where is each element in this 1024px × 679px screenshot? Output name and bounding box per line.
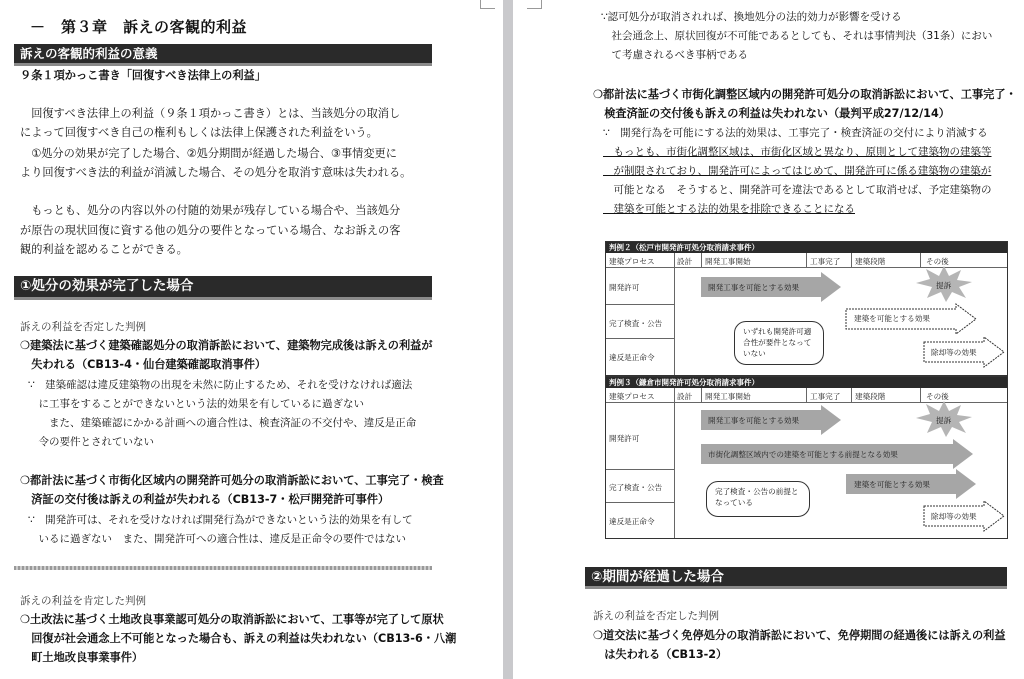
case2-title-line: ❍都計法に基づく市街化区域内の開発許可処分の取消訴訟において、工事完了・検査 [20, 474, 444, 487]
chapter-title: － 第３章 訴えの客観的利益 [30, 18, 248, 36]
diagram-case2 [605, 241, 1008, 376]
grid-line [920, 253, 921, 267]
grid-line [674, 253, 675, 375]
case1-title-line: ❍建築法に基づく建築確認処分の取消訴訟において、建築物完成後は訴えの利益が [20, 339, 433, 352]
diagram-title: 判例３（鎌倉市開発許可処分取消請求事件） [606, 377, 1007, 388]
grid-line [920, 388, 921, 402]
denied-cases-label: 訴えの利益を否定した判例 [593, 610, 719, 622]
diagram-title: 判例２（松戸市開発許可処分取消請求事件） [606, 242, 1007, 253]
header-cell: 開発工事開始 [705, 257, 751, 266]
section-heading-effect-completed: ①処分の効果が完了した場合 [14, 276, 432, 300]
arrow-label: 開発工事を可能とする効果 [708, 416, 800, 425]
arrow-label: 建築を可能とする効果 [854, 314, 930, 323]
grid-line [806, 388, 807, 402]
page-corner-mark [527, 0, 542, 9]
case2-body-line: ∵ 開発許可は、それを受けなければ開発行為ができないという法的効果を有して [28, 514, 413, 526]
note-bubble: いずれも開発許可適合性が要件となっていない [734, 321, 824, 365]
para1-line: によって回復すべき自己の権利もしくは法律上保護された利益をいう。 [20, 126, 378, 139]
top-line: ∵認可処分が取消されれば、換地処分の法的効力が影響を受ける [601, 11, 902, 23]
case4-body-line: ∵ 開発行為を可能にする法的効果は、工事完了・検査済証の交付により消滅する [603, 127, 988, 139]
case4-body-line: 可能となる そうすると、開発許可を違法であるとして取消せば、予定建築物の [603, 184, 992, 196]
header-cell: 建築段階 [855, 392, 886, 401]
case2-title-line: 済証の交付後は訴えの利益が失われる（CB13-7・松戸開発許可事件） [20, 493, 390, 506]
case4-title-line: ❍都計法に基づく市街化調整区域内の開発許可処分の取消訴訟において、工事完了・ [593, 88, 1017, 101]
row-label: 違反是正命令 [609, 353, 655, 362]
affirmed-cases-label: 訴えの利益を肯定した判例 [20, 595, 146, 607]
header-cell: その後 [926, 257, 949, 266]
para1-line: より回復すべき法的利益が消滅した場合、その処分を取消す意味は失われる。 [20, 166, 412, 179]
case5-title-line: は失われる（CB13-2） [593, 648, 728, 661]
case3-title-line: ❍土改法に基づく土地改良事業認可処分の取消訴訟において、工事等が完了して原状 [20, 613, 444, 626]
arrow-label: 除却等の効果 [931, 512, 977, 521]
grid-line [606, 338, 674, 339]
arrow-label: 市街化調整区域内での建築を可能とする前提となる効果 [708, 450, 898, 459]
grid-line [851, 388, 852, 402]
document-page-left [0, 0, 503, 679]
header-cell: その後 [926, 392, 949, 401]
row-label: 完了検査・公告 [609, 483, 663, 492]
burst-label: 提訴 [936, 281, 952, 290]
case3-title-line: 回復が社会通念上不可能となった場合も、訴えの利益は失われない（CB13-6・八潮 [20, 632, 457, 645]
para1-line: ①処分の効果が完了した場合、②処分期間が経過した場合、③事情変更に [20, 147, 397, 160]
para2-line: が原告の現状回復に資する他の処分の要件となっている場合、なお訴えの客 [20, 224, 401, 237]
header-cell: 設計 [677, 257, 693, 266]
row-label: 違反是正命令 [609, 517, 655, 526]
section-heading-meaning: 訴えの客観的利益の意義 [14, 44, 432, 66]
grid-line [701, 388, 702, 402]
denied-cases-label: 訴えの利益を否定した判例 [20, 321, 146, 333]
top-line: て考慮されるべき事柄である [601, 49, 748, 61]
header-cell: 開発工事開始 [705, 392, 751, 401]
row-label: 開発許可 [609, 283, 640, 292]
arrow-label: 建築を可能とする効果 [854, 480, 930, 489]
page-gap [503, 0, 513, 679]
section-heading-period-elapsed: ②期間が経過した場合 [585, 567, 1007, 589]
header-cell: 工事完了 [810, 257, 841, 266]
grid-line [606, 502, 674, 503]
header-cell: 工事完了 [810, 392, 841, 401]
para2-line: もっとも、処分の内容以外の付随的効果が残存している場合や、当該処分 [20, 204, 401, 217]
case4-body-line: もっとも、市街化調整区域は、市街化区域と異なり、原則として建築物の建築等 [603, 146, 992, 158]
case4-body-line: が制限されており、開発許可によってはじめて、開発許可に係る建築物の建築が [603, 165, 992, 177]
grid-line [674, 388, 675, 538]
diagram-case3 [605, 376, 1008, 539]
case1-body-line: に工事をすることができないという法的効果を有しているに過ぎない [28, 398, 364, 410]
case4-body-line: 建築を可能とする法的効果を排除できることになる [603, 203, 855, 215]
grid-line [701, 253, 702, 267]
case1-title-line: 失われる（CB13-4・仙台建築確認取消事件） [20, 358, 267, 371]
para2-line: 観的利益を認めることができる。 [20, 243, 188, 256]
header-cell: 建築プロセス [609, 257, 655, 266]
row-label: 開発許可 [609, 434, 640, 443]
case5-title-line: ❍道交法に基づく免停処分の取消訴訟において、免停期間の経過後には訴えの利益 [593, 629, 1006, 642]
grid-line [851, 253, 852, 267]
arrow-label: 開発工事を可能とする効果 [708, 283, 800, 292]
grid-line [806, 253, 807, 267]
subheading: ９条１項かっこ書き「回復すべき法律上の利益」 [20, 69, 266, 82]
case1-body-line: 令の要件とされていない [28, 436, 154, 448]
row-label: 完了検査・公告 [609, 319, 663, 328]
grid-line [606, 304, 674, 305]
header-cell: 建築段階 [855, 257, 886, 266]
page-corner-mark [480, 0, 495, 9]
case3-title-line: 町土地改良事業事件） [20, 651, 144, 664]
burst-label: 提訴 [936, 416, 952, 425]
header-cell: 建築プロセス [609, 392, 655, 401]
para1-line: 回復すべき法律上の利益（９条１項かっこ書き）とは、当該処分の取消し [20, 107, 401, 120]
section-divider [14, 566, 432, 570]
grid-line [606, 469, 674, 470]
header-cell: 設計 [677, 392, 693, 401]
case1-body-line: ∵ 建築確認は違反建築物の出現を未然に防止するため、それを受けなければ適法 [28, 379, 413, 391]
note-bubble: 完了検査・公告の前提となっている [706, 481, 810, 517]
case4-title-line: 検査済証の交付後も訴えの利益は失われない（最判平成27/12/14） [593, 107, 950, 120]
arrow-label: 除却等の効果 [931, 348, 977, 357]
case2-body-line: いるに過ぎない また、開発許可への適合性は、違反是正命令の要件ではない [28, 533, 406, 545]
top-line: 社会通念上、原状回復が不可能であるとしても、それは事情判決（31条）におい [601, 30, 993, 42]
case1-body-line: また、建築確認にかかる計画への適合性は、検査済証の不交付や、違反是正命 [28, 417, 417, 429]
